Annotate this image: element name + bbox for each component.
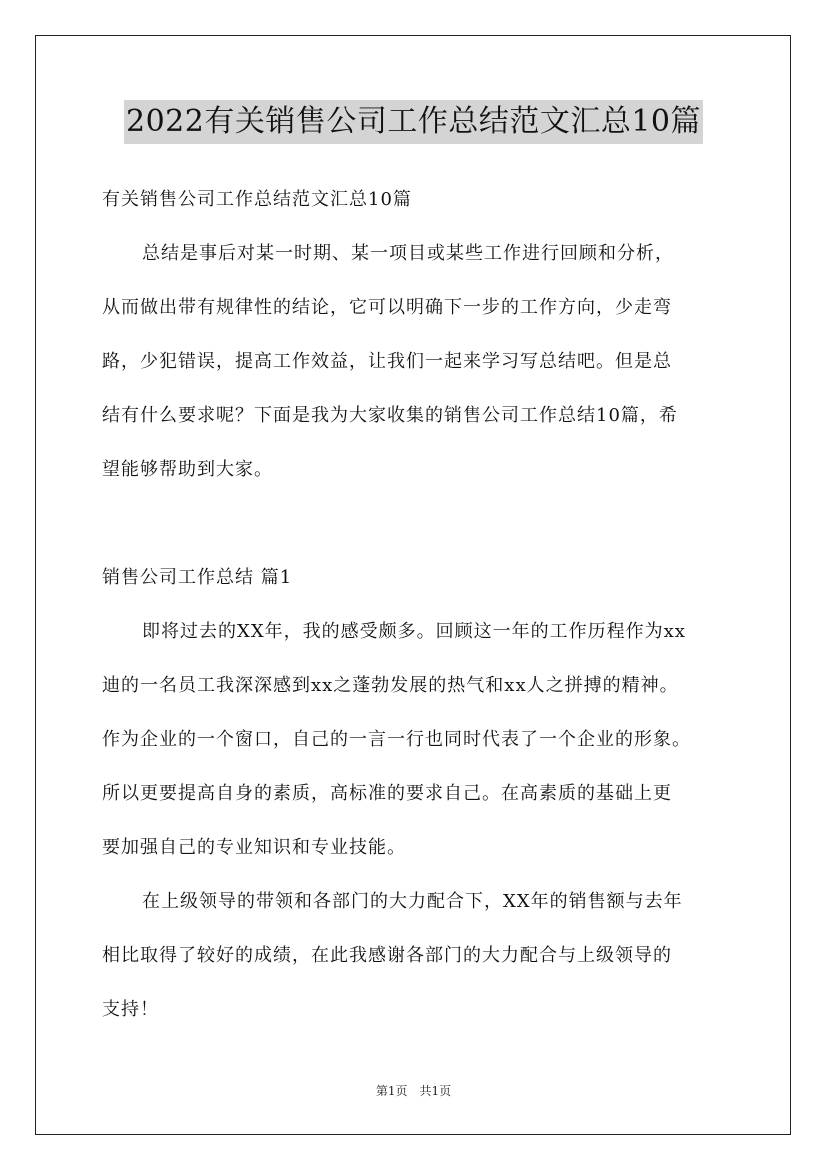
paragraph-line: 即将过去的XX年，我的感受颇多。回顾这一年的工作历程作为xx xyxy=(142,621,686,642)
paragraph-line: 在上级领导的带领和各部门的大力配合下，XX年的销售额与去年 xyxy=(142,891,683,912)
blank-line xyxy=(102,497,730,551)
paragraph-line: 相比取得了较好的成绩，在此我感谢各部门的大力配合与上级领导的 xyxy=(102,945,672,966)
paragraph-line: 望能够帮助到大家。 xyxy=(102,459,273,480)
document-body xyxy=(102,173,730,1037)
paragraph-line: 从而做出带有规律性的结论，它可以明确下一步的工作方向，少走弯 xyxy=(102,297,672,318)
page-footer xyxy=(0,1083,827,1099)
page-total: 共1页 xyxy=(419,1084,452,1098)
paragraph-line: 迪的一名员工我深深感到xx之蓬勃发展的热气和xx人之拼搏的精神。 xyxy=(102,675,679,696)
paragraph-line: 作为企业的一个窗口，自己的一言一行也同时代表了一个企业的形象。 xyxy=(102,729,691,750)
page-number: 第1页 xyxy=(375,1084,408,1098)
paragraph-line: 路，少犯错误，提高工作效益，让我们一起来学习写总结吧。但是总 xyxy=(102,351,672,372)
paragraph-line: 支持！ xyxy=(102,999,159,1020)
paragraph-line: 总结是事后对某一时期、某一项目或某些工作进行回顾和分析， xyxy=(142,243,674,264)
paragraph-line: 所以更要提高自身的素质，高标准的要求自己。在高素质的基础上更 xyxy=(102,783,672,804)
title-wrap xyxy=(0,100,827,144)
document-title: 2022有关销售公司工作总结范文汇总10篇 xyxy=(124,100,703,144)
subtitle-line: 有关销售公司工作总结范文汇总10篇 xyxy=(102,189,412,210)
paragraph-line: 要加强自己的专业知识和专业技能。 xyxy=(102,837,406,858)
paragraph-line: 结有什么要求呢？下面是我为大家收集的销售公司工作总结10篇，希 xyxy=(102,405,678,426)
section-heading: 销售公司工作总结 篇1 xyxy=(102,567,293,588)
